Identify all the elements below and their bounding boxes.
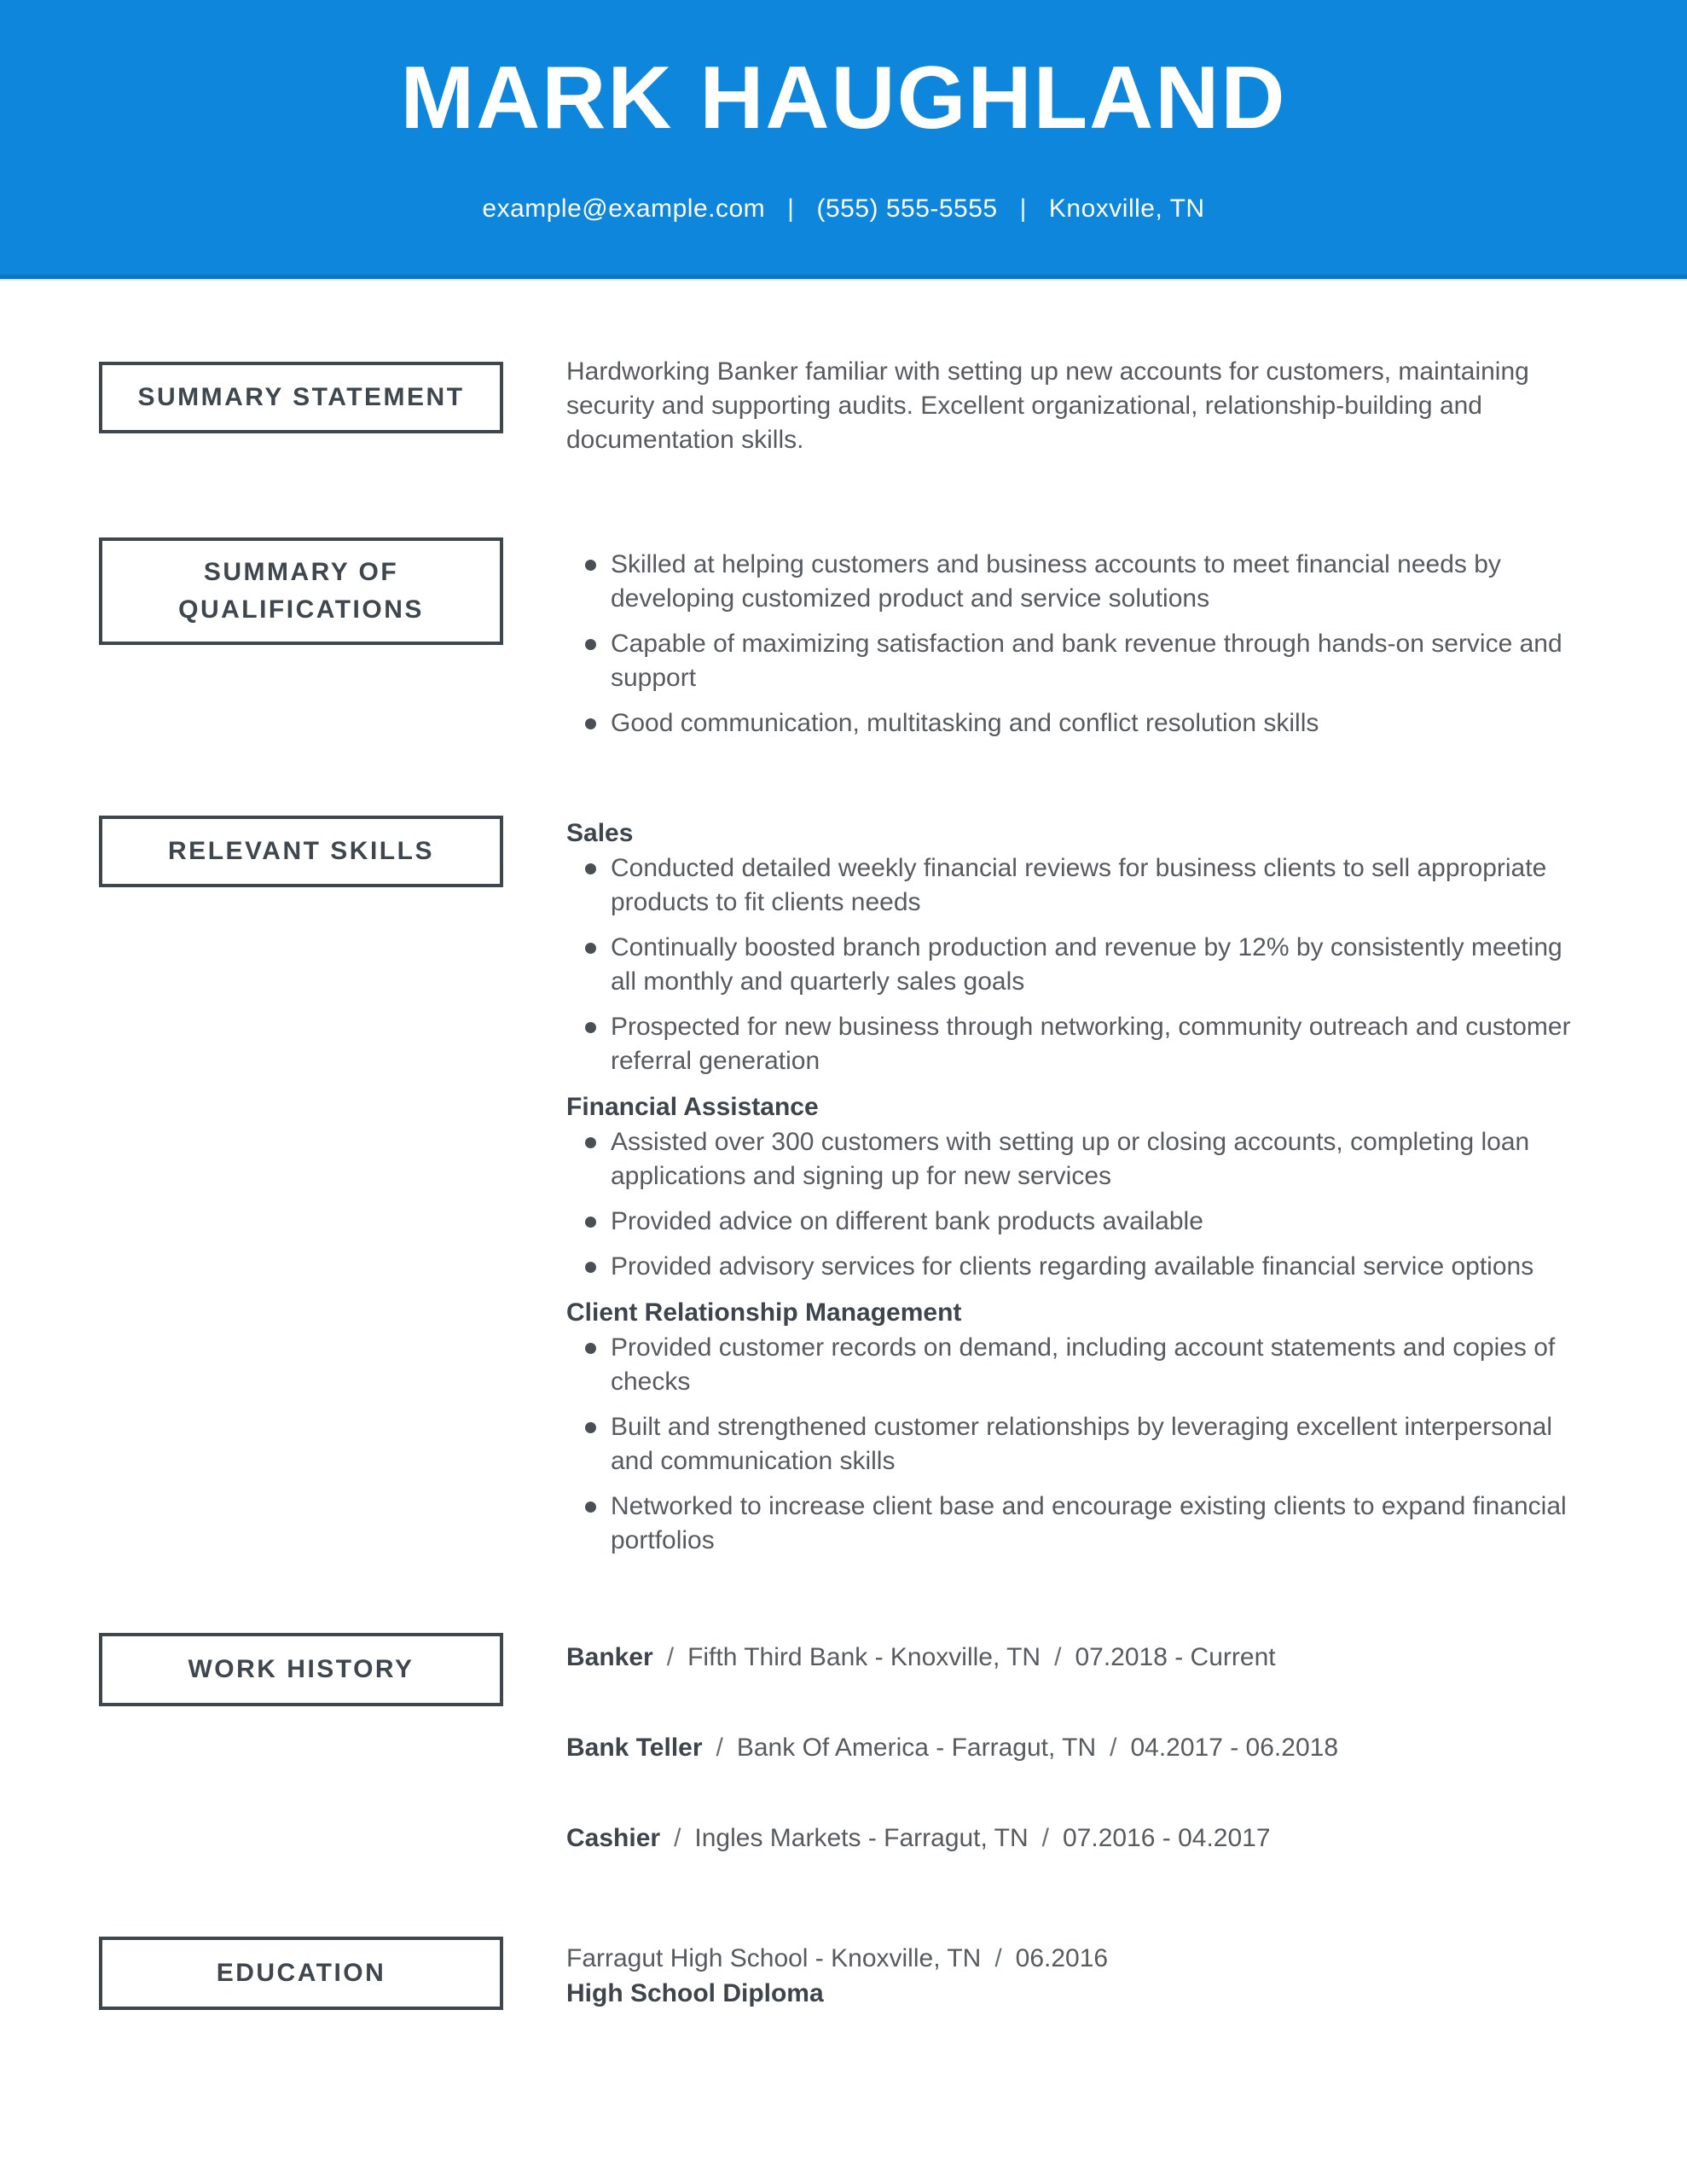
section-label-work-history	[99, 1633, 503, 1706]
education-separator: /	[994, 1944, 1002, 1972]
skill-bullet-list	[566, 851, 1581, 1078]
skill-item: Provided advisory services for clients regarding available financial service options	[566, 1250, 1581, 1284]
section-label-text: WORK HISTORY	[188, 1655, 415, 1683]
section-label-text: EDUCATION	[216, 1959, 386, 1987]
skill-group-financial-assistance	[566, 1089, 1581, 1284]
contact-separator: |	[1019, 195, 1027, 223]
skill-group-title: Financial Assistance	[566, 1093, 819, 1121]
job-separator: /	[666, 1643, 675, 1671]
contact-email: example@example.com	[482, 195, 766, 223]
qualifications-list	[566, 548, 1581, 752]
contact-line	[0, 195, 1687, 224]
job-entry	[566, 1730, 1581, 1766]
skill-item: Conducted detailed weekly financial reviews for business clients to sell appropriate products to fit clients needs	[566, 851, 1581, 920]
job-title: Bank Teller	[566, 1734, 703, 1762]
contact-location: Knoxville, TN	[1048, 195, 1205, 223]
education-school: Farragut High School - Knoxville, TN	[566, 1944, 982, 1972]
candidate-name: MARK HAUGHLAND	[400, 49, 1287, 148]
skill-item: Continually boosted branch production and revenue by 12% by consistently meeting all monthly and quarterly sales goals	[566, 931, 1581, 999]
contact-separator: |	[787, 195, 795, 223]
job-separator: /	[1110, 1734, 1117, 1762]
section-label-text: RELEVANT SKILLS	[168, 837, 434, 865]
relevant-skills-block	[566, 816, 1581, 1569]
job-title: Banker	[566, 1643, 653, 1671]
education-school-line	[566, 1942, 1581, 1976]
qualification-item: Good communication, multitasking and conflict resolution skills	[566, 706, 1581, 741]
section-label-relevant-skills	[99, 816, 503, 887]
skill-item: Provided advice on different bank products available	[566, 1205, 1581, 1239]
job-separator: /	[1041, 1824, 1049, 1852]
skill-item: Provided customer records on demand, including account statements and copies of checks	[566, 1331, 1581, 1399]
job-separator: /	[716, 1734, 723, 1762]
header-banner	[0, 0, 1687, 279]
education-date: 06.2016	[1015, 1944, 1109, 1972]
job-separator: /	[1054, 1643, 1062, 1671]
skill-group-client-relationship-management	[566, 1295, 1581, 1558]
job-separator: /	[674, 1824, 681, 1852]
skill-group-sales	[566, 816, 1581, 1078]
job-dates: 04.2017 - 06.2018	[1130, 1734, 1338, 1762]
section-label-summary-statement	[99, 362, 503, 433]
job-entry	[566, 1640, 1581, 1676]
contact-phone: (555) 555-5555	[816, 195, 998, 223]
skill-item: Assisted over 300 customers with setting up or closing accounts, completing loan applications and signing up for new services	[566, 1125, 1581, 1194]
section-label-summary-of-qualifications	[99, 537, 503, 645]
education-degree: High School Diploma	[566, 1979, 824, 2007]
job-company: Fifth Third Bank - Knoxville, TN	[687, 1643, 1041, 1671]
job-dates: 07.2016 - 04.2017	[1062, 1824, 1271, 1852]
job-entry	[566, 1821, 1581, 1856]
skill-item: Built and strengthened customer relationships by leveraging excellent interpersonal and communication skills	[566, 1410, 1581, 1478]
job-company: Bank Of America - Farragut, TN	[736, 1734, 1097, 1762]
summary-statement-text: Hardworking Banker familiar with setting up new accounts for customers, maintaining security and supporting audits. Excellent organizational, relationship-building and documentation skills.	[566, 357, 1529, 454]
skill-group-title: Sales	[566, 819, 634, 847]
education-block	[566, 1942, 1581, 2012]
section-label-text: SUMMARY OF QUALIFICATIONS	[178, 558, 424, 624]
section-label-education	[99, 1937, 503, 2010]
job-company: Ingles Markets - Farragut, TN	[694, 1824, 1029, 1852]
skill-item: Prospected for new business through networking, community outreach and customer referral generation	[566, 1010, 1581, 1078]
skill-item: Networked to increase client base and encourage existing clients to expand financial portfolios	[566, 1490, 1581, 1558]
qualification-item: Capable of maximizing satisfaction and bank revenue through hands-on service and support	[566, 627, 1581, 695]
skill-bullet-list	[566, 1125, 1581, 1284]
skill-bullet-list	[566, 1331, 1581, 1558]
job-title: Cashier	[566, 1824, 661, 1852]
skill-group-title: Client Relationship Management	[566, 1298, 962, 1327]
work-history-block	[566, 1640, 1581, 1911]
section-label-text: SUMMARY STATEMENT	[137, 383, 465, 411]
qualification-item: Skilled at helping customers and business accounts to meet financial needs by developing customized product and service solutions	[566, 548, 1581, 616]
job-dates: 07.2018 - Current	[1075, 1643, 1276, 1671]
